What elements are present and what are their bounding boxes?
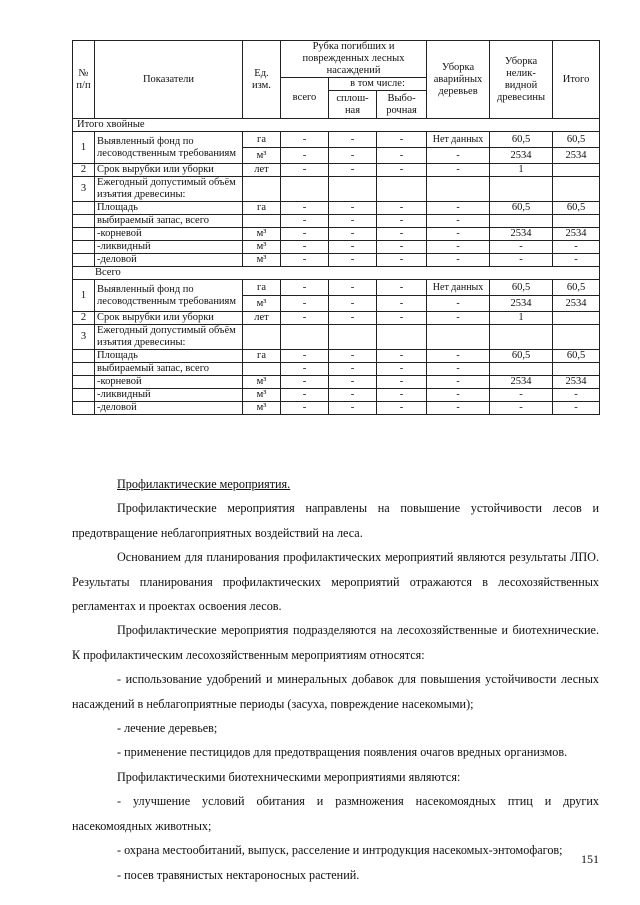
value-cell bbox=[377, 177, 427, 202]
value-cell bbox=[490, 325, 553, 350]
value-cell: - bbox=[553, 402, 600, 415]
row-label: Ежегодный допустимый объём изъятия древесины: bbox=[95, 177, 243, 202]
value-cell bbox=[553, 325, 600, 350]
value-cell: - bbox=[329, 241, 377, 254]
row-label: Срок вырубки или уборки bbox=[95, 312, 243, 325]
unit-cell: м³ bbox=[243, 376, 281, 389]
value-cell bbox=[553, 312, 600, 325]
felling-table bbox=[72, 40, 600, 415]
value-cell: - bbox=[281, 202, 329, 215]
row-number: 3 bbox=[73, 177, 95, 202]
unit-cell: м³ bbox=[243, 228, 281, 241]
paragraph: Профилактические мероприятия направлены на повышение устойчивости лесов и предотвращение неблагоприятных воздействий на леса. bbox=[72, 501, 599, 540]
unit-cell: га bbox=[243, 202, 281, 215]
row-label: -корневой bbox=[95, 228, 243, 241]
value-cell: - bbox=[490, 402, 553, 415]
value-cell: - bbox=[329, 132, 377, 148]
value-cell: - bbox=[377, 312, 427, 325]
value-cell: - bbox=[427, 363, 490, 376]
value-cell: - bbox=[281, 296, 329, 312]
value-cell: 60,5 bbox=[490, 202, 553, 215]
value-cell: 60,5 bbox=[553, 202, 600, 215]
value-cell: 60,5 bbox=[490, 280, 553, 296]
value-cell: - bbox=[329, 148, 377, 164]
unit-cell: м³ bbox=[243, 148, 281, 164]
value-cell: 2534 bbox=[490, 228, 553, 241]
value-cell bbox=[377, 325, 427, 350]
row-number: 1 bbox=[73, 132, 95, 164]
value-cell: 2534 bbox=[553, 148, 600, 164]
value-cell: - bbox=[377, 389, 427, 402]
value-cell: - bbox=[329, 296, 377, 312]
row-label: выбираемый запас, всего bbox=[95, 363, 243, 376]
bullet-item: - лечение деревьев; bbox=[117, 721, 218, 736]
value-cell: 60,5 bbox=[553, 280, 600, 296]
value-cell: - bbox=[427, 228, 490, 241]
value-cell bbox=[427, 177, 490, 202]
value-cell: - bbox=[281, 215, 329, 228]
value-cell: - bbox=[281, 280, 329, 296]
value-cell: - bbox=[281, 148, 329, 164]
value-cell: - bbox=[329, 350, 377, 363]
row-number: 3 bbox=[73, 325, 95, 350]
value-cell bbox=[490, 363, 553, 376]
section-heading: Профилактические мероприятия. bbox=[117, 477, 291, 491]
value-cell: - bbox=[553, 254, 600, 267]
row-number: 2 bbox=[73, 312, 95, 325]
table-body bbox=[73, 119, 600, 415]
header-clear: сплош-ная bbox=[329, 91, 377, 119]
row-number bbox=[73, 363, 95, 376]
value-cell: 2534 bbox=[553, 376, 600, 389]
value-cell: - bbox=[329, 389, 377, 402]
value-cell: 60,5 bbox=[553, 132, 600, 148]
row-number bbox=[73, 376, 95, 389]
value-cell: 2534 bbox=[490, 148, 553, 164]
value-cell: 2534 bbox=[490, 296, 553, 312]
bullet-item: - использование удобрений и минеральных добавок для повышения устойчивости лесных насаждений в неблагоприятные периоды (засуха, повреждение насекомыми); bbox=[72, 672, 599, 711]
header-selective: Выбо-рочная bbox=[377, 91, 427, 119]
value-cell bbox=[281, 325, 329, 350]
paragraph: Профилактические мероприятия подразделяются на лесохозяйственные и биотехнические. К профилактическим лесохозяйственным мероприятиям относятся: bbox=[72, 623, 599, 662]
value-cell: - bbox=[281, 376, 329, 389]
value-cell: - bbox=[377, 376, 427, 389]
value-cell: - bbox=[427, 376, 490, 389]
value-cell: - bbox=[329, 164, 377, 177]
row-label: -ликвидный bbox=[95, 241, 243, 254]
header-unit: Ед. изм. bbox=[243, 41, 281, 119]
row-label: -ликвидный bbox=[95, 389, 243, 402]
paragraph: Профилактическими биотехническими мероприятиями являются: bbox=[117, 769, 461, 784]
row-number: 1 bbox=[73, 280, 95, 312]
value-cell: 60,5 bbox=[553, 350, 600, 363]
value-cell: - bbox=[490, 389, 553, 402]
value-cell: - bbox=[377, 215, 427, 228]
row-label: -корневой bbox=[95, 376, 243, 389]
value-cell: - bbox=[377, 280, 427, 296]
unit-cell bbox=[243, 215, 281, 228]
value-cell: - bbox=[281, 389, 329, 402]
value-cell: - bbox=[281, 312, 329, 325]
bullet-item: - охрана местообитаний, выпуск, расселение и интродукция насекомых-энтомофагов; bbox=[117, 843, 563, 858]
row-number bbox=[73, 350, 95, 363]
unit-cell: м³ bbox=[243, 296, 281, 312]
value-cell: - bbox=[377, 132, 427, 148]
value-cell: 1 bbox=[490, 164, 553, 177]
value-cell: - bbox=[553, 389, 600, 402]
header-illiquid: Уборка нелик-видной древесины bbox=[490, 41, 553, 119]
value-cell: 2534 bbox=[490, 376, 553, 389]
section-title: Итого хвойные bbox=[73, 119, 600, 132]
value-cell: - bbox=[329, 202, 377, 215]
value-cell: - bbox=[281, 241, 329, 254]
page-number: 151 bbox=[581, 852, 599, 866]
row-number bbox=[73, 228, 95, 241]
value-cell: - bbox=[377, 164, 427, 177]
value-cell bbox=[553, 215, 600, 228]
value-cell: - bbox=[329, 254, 377, 267]
value-cell: - bbox=[490, 254, 553, 267]
value-cell: - bbox=[329, 228, 377, 241]
row-number bbox=[73, 389, 95, 402]
header-felling: Рубка погибших и поврежденных лесных насаждений bbox=[281, 41, 427, 78]
value-cell: - bbox=[281, 363, 329, 376]
value-cell: 2534 bbox=[553, 296, 600, 312]
value-cell: 2534 bbox=[553, 228, 600, 241]
value-cell: - bbox=[427, 402, 490, 415]
bullet-item: - улучшение условий обитания и размножения насекомоядных птиц и других насекомоядных животных; bbox=[72, 794, 599, 833]
row-number bbox=[73, 215, 95, 228]
row-number bbox=[73, 254, 95, 267]
value-cell bbox=[553, 363, 600, 376]
unit-cell: га bbox=[243, 350, 281, 363]
value-cell bbox=[329, 325, 377, 350]
row-number bbox=[73, 241, 95, 254]
unit-cell: лет bbox=[243, 164, 281, 177]
header-num: № п/п bbox=[73, 41, 95, 119]
unit-cell: лет bbox=[243, 312, 281, 325]
value-cell bbox=[427, 325, 490, 350]
value-cell: - bbox=[329, 280, 377, 296]
unit-cell bbox=[243, 325, 281, 350]
value-cell: - bbox=[377, 296, 427, 312]
value-cell: - bbox=[329, 363, 377, 376]
unit-cell: га bbox=[243, 280, 281, 296]
unit-cell bbox=[243, 363, 281, 376]
value-cell bbox=[553, 164, 600, 177]
value-cell: - bbox=[281, 254, 329, 267]
unit-cell: га bbox=[243, 132, 281, 148]
value-cell: 60,5 bbox=[490, 132, 553, 148]
value-cell: - bbox=[377, 363, 427, 376]
row-label: Площадь bbox=[95, 202, 243, 215]
value-cell: Нет данных bbox=[427, 132, 490, 148]
paragraph: Основанием для планирования профилактических мероприятий являются результаты ЛПО. Результаты планирования профилактических мероприятий отражаются в лесохозяйственных регламентах и проектах освоения лесов. bbox=[72, 550, 599, 614]
value-cell: - bbox=[377, 228, 427, 241]
value-cell: - bbox=[329, 215, 377, 228]
row-label: Площадь bbox=[95, 350, 243, 363]
section-title: Всего bbox=[73, 267, 600, 280]
row-number: 2 bbox=[73, 164, 95, 177]
row-number bbox=[73, 402, 95, 415]
value-cell: - bbox=[377, 148, 427, 164]
value-cell bbox=[281, 177, 329, 202]
row-label: -деловой bbox=[95, 402, 243, 415]
unit-cell: м³ bbox=[243, 402, 281, 415]
value-cell bbox=[329, 177, 377, 202]
row-label: Выявленный фонд по лесоводственным требованиям bbox=[95, 280, 243, 312]
row-number bbox=[73, 202, 95, 215]
row-label: Ежегодный допустимый объём изъятия древесины: bbox=[95, 325, 243, 350]
unit-cell: м³ bbox=[243, 389, 281, 402]
value-cell: - bbox=[427, 148, 490, 164]
value-cell: 60,5 bbox=[490, 350, 553, 363]
value-cell: - bbox=[553, 241, 600, 254]
unit-cell bbox=[243, 177, 281, 202]
value-cell: Нет данных bbox=[427, 280, 490, 296]
value-cell: - bbox=[427, 164, 490, 177]
value-cell: - bbox=[329, 402, 377, 415]
value-cell: - bbox=[377, 202, 427, 215]
value-cell: - bbox=[427, 350, 490, 363]
value-cell: - bbox=[281, 132, 329, 148]
value-cell: - bbox=[281, 402, 329, 415]
value-cell: - bbox=[281, 228, 329, 241]
header-incl: в том числе: bbox=[329, 78, 427, 91]
value-cell: - bbox=[427, 312, 490, 325]
value-cell: - bbox=[427, 202, 490, 215]
value-cell: 1 bbox=[490, 312, 553, 325]
bullet-item: - применение пестицидов для предотвращения появления очагов вредных организмов. bbox=[117, 745, 568, 760]
row-label: Срок вырубки или уборки bbox=[95, 164, 243, 177]
header-sum: Итого bbox=[553, 41, 600, 119]
value-cell: - bbox=[427, 241, 490, 254]
header-indicators: Показатели bbox=[95, 41, 243, 119]
value-cell: - bbox=[281, 164, 329, 177]
value-cell: - bbox=[427, 215, 490, 228]
value-cell: - bbox=[427, 254, 490, 267]
value-cell: - bbox=[377, 241, 427, 254]
data-table-container bbox=[72, 40, 599, 415]
unit-cell: м³ bbox=[243, 241, 281, 254]
body-text bbox=[72, 472, 599, 887]
value-cell: - bbox=[281, 350, 329, 363]
row-label: Выявленный фонд по лесоводственным требованиям bbox=[95, 132, 243, 164]
value-cell: - bbox=[329, 312, 377, 325]
value-cell: - bbox=[377, 350, 427, 363]
value-cell: - bbox=[427, 296, 490, 312]
value-cell: - bbox=[377, 254, 427, 267]
row-label: выбираемый запас, всего bbox=[95, 215, 243, 228]
header-emergency: Уборка аварийных деревьев bbox=[427, 41, 490, 119]
value-cell: - bbox=[490, 241, 553, 254]
header-total: всего bbox=[281, 78, 329, 119]
unit-cell: м³ bbox=[243, 254, 281, 267]
value-cell bbox=[553, 177, 600, 202]
value-cell bbox=[490, 177, 553, 202]
value-cell: - bbox=[377, 402, 427, 415]
value-cell bbox=[490, 215, 553, 228]
row-label: -деловой bbox=[95, 254, 243, 267]
bullet-item: - посев травянистых нектароносных растений. bbox=[117, 867, 360, 882]
value-cell: - bbox=[329, 376, 377, 389]
value-cell: - bbox=[427, 389, 490, 402]
